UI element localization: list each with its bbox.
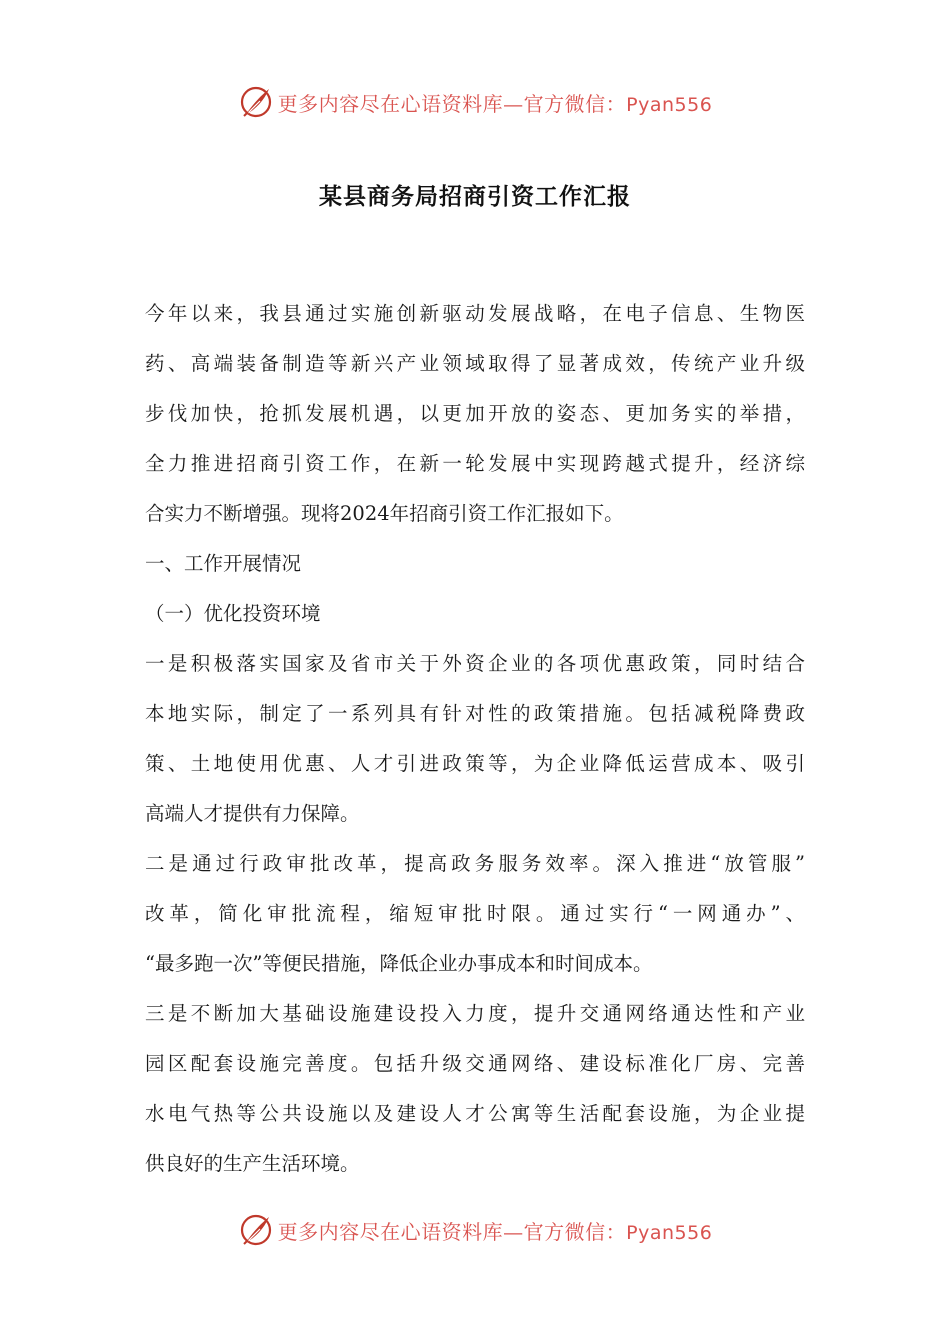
quill-logo-icon: [238, 1212, 274, 1248]
watermark-header: [0, 82, 950, 122]
body-line: 高端人才提供有力保障。: [145, 802, 360, 825]
body-line: 步伐加快，抢抓发展机遇，以更加开放的姿态、更加务实的举措，: [145, 402, 805, 425]
section-heading: 一、工作开展情况: [145, 552, 302, 575]
watermark-wechat-id: Pyan556: [626, 93, 713, 116]
body-line: 药、高端装备制造等新兴产业领域取得了显著成效，传统产业升级: [145, 352, 805, 375]
body-line: 供良好的生产生活环境。: [145, 1152, 360, 1175]
body-line: 合实力不断增强。现将2024年招商引资工作汇报如下。: [145, 502, 624, 525]
watermark-wechat-id: Pyan556: [626, 1221, 713, 1244]
body-line: 水电气热等公共设施以及建设人才公寓等生活配套设施，为企业提: [145, 1102, 805, 1125]
body-line: 三是不断加大基础设施建设投入力度，提升交通网络通达性和产业: [145, 1002, 805, 1025]
body-line: 二是通过行政审批改革，提高政务服务效率。深入推进“放管服”: [145, 852, 805, 875]
body-line: 今年以来，我县通过实施创新驱动发展战略，在电子信息、生物医: [145, 302, 805, 325]
watermark-text: 更多内容尽在心语资料库—官方微信：Pyan556: [277, 91, 713, 116]
watermark-text: 更多内容尽在心语资料库—官方微信：Pyan556: [277, 1219, 713, 1244]
body-line: 一是积极落实国家及省市关于外资企业的各项优惠政策，同时结合: [145, 652, 805, 675]
body-line: 全力推进招商引资工作，在新一轮发展中实现跨越式提升，经济综: [145, 452, 805, 475]
body-line: “最多跑一次”等便民措施，降低企业办事成本和时间成本。: [145, 952, 653, 975]
quill-logo-icon: [238, 84, 274, 120]
body-line: 本地实际，制定了一系列具有针对性的政策措施。包括减税降费政: [145, 702, 805, 725]
body-line: 策、土地使用优惠、人才引进政策等，为企业降低运营成本、吸引: [145, 752, 805, 775]
body-line: 改革，简化审批流程，缩短审批时限。通过实行“一网通办”、: [145, 902, 805, 925]
subsection-heading: （一）优化投资环境: [145, 602, 321, 625]
document-title: 某县商务局招商引资工作汇报: [319, 184, 631, 210]
document-body: [145, 289, 805, 1189]
body-line: 园区配套设施完善度。包括升级交通网络、建设标准化厂房、完善: [145, 1052, 805, 1075]
watermark-footer: [0, 1210, 950, 1250]
